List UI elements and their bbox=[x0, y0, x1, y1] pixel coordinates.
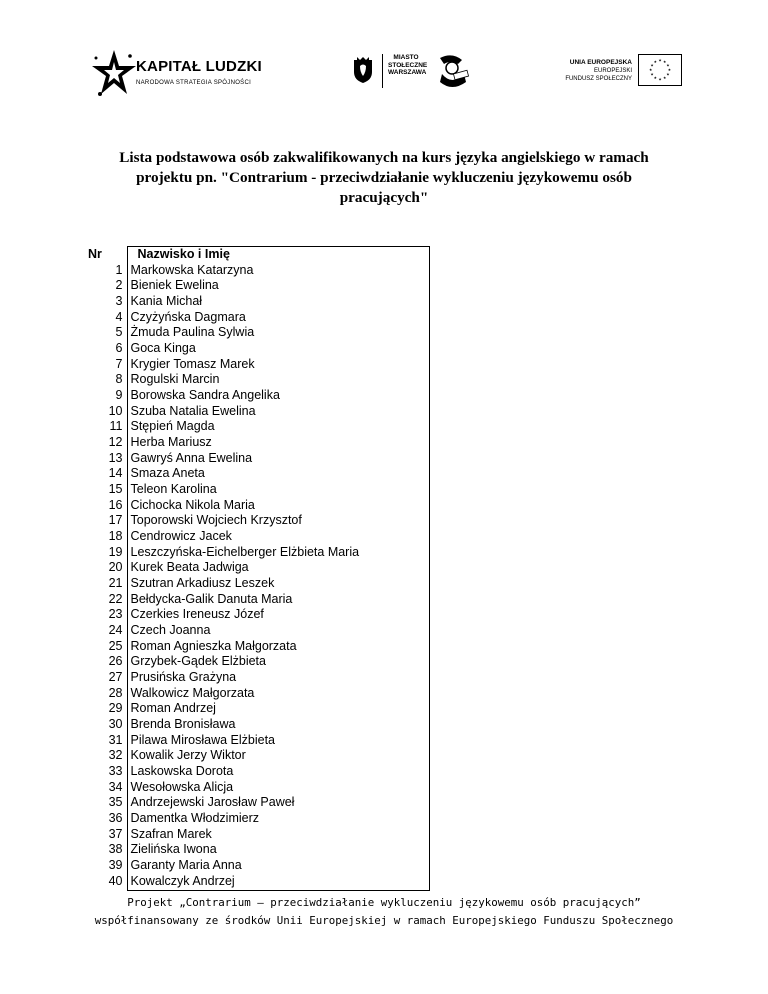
row-number: 3 bbox=[115, 293, 123, 308]
table-row bbox=[86, 419, 430, 435]
row-name: Leszczyńska-Eichelberger Elżbieta Maria bbox=[127, 545, 430, 561]
table-row bbox=[86, 278, 430, 294]
table-row bbox=[86, 717, 430, 733]
row-number: 21 bbox=[108, 576, 123, 591]
header-nr: Nr bbox=[88, 246, 102, 261]
row-name: Czech Joanna bbox=[127, 623, 430, 639]
svg-text:★: ★ bbox=[648, 67, 653, 72]
svg-text:★: ★ bbox=[667, 67, 672, 72]
footer-line-1: Projekt „Contrarium – przeciwdziałanie wykluczeniu językowemu osób pracujących” bbox=[127, 896, 641, 909]
table-row bbox=[86, 466, 430, 482]
table-row bbox=[86, 372, 430, 388]
table-row bbox=[86, 435, 430, 451]
row-number: 10 bbox=[108, 403, 123, 418]
table-row bbox=[86, 686, 430, 702]
row-name: Smaza Aneta bbox=[127, 466, 430, 482]
row-number: 32 bbox=[108, 748, 123, 763]
row-name: Szafran Marek bbox=[127, 827, 430, 843]
row-number: 6 bbox=[115, 340, 123, 355]
row-name: Czerkies Ireneusz Józef bbox=[127, 607, 430, 623]
svg-text:★: ★ bbox=[666, 72, 670, 77]
warszawa-text bbox=[388, 54, 428, 77]
page-footer bbox=[0, 894, 768, 930]
row-name: Borowska Sandra Angelika bbox=[127, 388, 430, 404]
warsaw-crest-icon bbox=[352, 56, 374, 84]
kapital-ludzki-title: KAPITAŁ LUDZKI bbox=[136, 58, 262, 75]
row-number: 23 bbox=[108, 607, 123, 622]
row-number: 15 bbox=[108, 481, 123, 496]
mascot-icon bbox=[432, 52, 472, 90]
table-row bbox=[86, 874, 430, 891]
svg-text:★: ★ bbox=[658, 58, 662, 63]
eu-line-1: EUROPEJSKI bbox=[593, 68, 632, 74]
table-row bbox=[86, 388, 430, 404]
table-row bbox=[86, 498, 430, 514]
title-line-2: projektu pn. "Contrarium - przeciwdziałanie wykluczeniu językowemu osób bbox=[136, 169, 632, 186]
table-row bbox=[86, 670, 430, 686]
svg-text:★: ★ bbox=[663, 59, 667, 64]
participants-table bbox=[86, 246, 430, 891]
svg-text:★: ★ bbox=[650, 63, 654, 68]
row-number: 30 bbox=[108, 717, 123, 732]
row-name: Brenda Bronisława bbox=[127, 717, 430, 733]
row-name: Stępień Magda bbox=[127, 419, 430, 435]
row-number: 24 bbox=[108, 623, 123, 638]
table-row bbox=[86, 310, 430, 326]
table-row bbox=[86, 482, 430, 498]
logo-divider bbox=[382, 54, 383, 88]
row-name: Żmuda Paulina Sylwia bbox=[127, 325, 430, 341]
row-name: Pilawa Mirosława Elżbieta bbox=[127, 733, 430, 749]
row-name: Kania Michał bbox=[127, 294, 430, 310]
table-row bbox=[86, 263, 430, 279]
row-number: 25 bbox=[108, 638, 123, 653]
row-name: Herba Mariusz bbox=[127, 435, 430, 451]
row-name: Walkowicz Małgorzata bbox=[127, 686, 430, 702]
warszawa-line-1: MIASTO bbox=[393, 54, 419, 61]
table-row bbox=[86, 576, 430, 592]
row-number: 13 bbox=[108, 450, 123, 465]
row-number: 22 bbox=[108, 591, 123, 606]
eu-line-2: FUNDUSZ SPOŁECZNY bbox=[565, 76, 632, 82]
row-number: 35 bbox=[108, 795, 123, 810]
table-header-row bbox=[86, 247, 430, 263]
row-name: Prusińska Grażyna bbox=[127, 670, 430, 686]
row-number: 29 bbox=[108, 701, 123, 716]
table-row bbox=[86, 451, 430, 467]
row-name: Garanty Maria Anna bbox=[127, 858, 430, 874]
row-name: Markowska Katarzyna bbox=[127, 263, 430, 279]
row-number: 17 bbox=[108, 513, 123, 528]
row-name: Kowalik Jerzy Wiktor bbox=[127, 748, 430, 764]
row-number: 18 bbox=[108, 529, 123, 543]
table-body bbox=[86, 263, 430, 891]
table-row bbox=[86, 748, 430, 764]
svg-text:★: ★ bbox=[653, 59, 657, 64]
row-name: Teleon Karolina bbox=[127, 482, 430, 498]
table-row bbox=[86, 639, 430, 655]
row-number: 28 bbox=[108, 685, 123, 700]
row-number: 31 bbox=[108, 732, 123, 747]
eu-text bbox=[565, 58, 632, 83]
row-number: 20 bbox=[108, 560, 123, 575]
table-row bbox=[86, 858, 430, 874]
row-number: 26 bbox=[108, 654, 123, 669]
row-number: 39 bbox=[108, 858, 123, 873]
svg-text:★: ★ bbox=[653, 75, 657, 80]
row-name: Damentka Włodzimierz bbox=[127, 811, 430, 827]
row-number: 19 bbox=[108, 544, 123, 559]
row-number: 9 bbox=[115, 387, 123, 402]
table-row bbox=[86, 325, 430, 341]
table-row bbox=[86, 764, 430, 780]
table-row bbox=[86, 592, 430, 608]
row-name: Krygier Tomasz Marek bbox=[127, 357, 430, 373]
row-name: Cendrowicz Jacek bbox=[127, 529, 430, 545]
svg-text:★: ★ bbox=[658, 77, 662, 82]
row-name: Roman Andrzej bbox=[127, 701, 430, 717]
table-row bbox=[86, 357, 430, 373]
row-number: 4 bbox=[115, 309, 123, 324]
warszawa-line-2: STOŁECZNE bbox=[388, 61, 428, 69]
svg-text:★: ★ bbox=[666, 63, 670, 68]
row-name: Zielińska Iwona bbox=[127, 842, 430, 858]
table-row bbox=[86, 513, 430, 529]
kapital-ludzki-logo bbox=[76, 38, 262, 108]
row-name: Szuba Natalia Ewelina bbox=[127, 404, 430, 420]
row-number: 2 bbox=[115, 278, 123, 293]
table-row bbox=[86, 733, 430, 749]
row-number: 38 bbox=[108, 842, 123, 857]
eu-logo bbox=[532, 52, 682, 96]
row-number: 40 bbox=[108, 874, 123, 889]
row-name: Laskowska Dorota bbox=[127, 764, 430, 780]
row-name: Rogulski Marcin bbox=[127, 372, 430, 388]
table-row bbox=[86, 404, 430, 420]
row-name: Gawryś Anna Ewelina bbox=[127, 451, 430, 467]
svg-text:★: ★ bbox=[663, 75, 667, 80]
table-row bbox=[86, 545, 430, 561]
eu-flag-icon bbox=[638, 54, 682, 86]
table-row bbox=[86, 842, 430, 858]
table-row bbox=[86, 341, 430, 357]
kapital-ludzki-subtitle: NARODOWA STRATEGIA SPÓJNOŚCI bbox=[136, 80, 252, 86]
row-number: 11 bbox=[109, 419, 123, 434]
table-row bbox=[86, 811, 430, 827]
table-row bbox=[86, 827, 430, 843]
row-name: Kowalczyk Andrzej bbox=[127, 874, 430, 891]
table-row bbox=[86, 607, 430, 623]
row-name: Bieniek Ewelina bbox=[127, 278, 430, 294]
row-name: Grzybek-Gądek Elżbieta bbox=[127, 654, 430, 670]
row-number: 34 bbox=[108, 779, 123, 794]
table-row bbox=[86, 560, 430, 576]
table-row bbox=[86, 780, 430, 796]
row-name: Bełdycka-Galik Danuta Maria bbox=[127, 592, 430, 608]
warszawa-line-3: WARSZAWA bbox=[388, 69, 427, 76]
row-number: 5 bbox=[115, 325, 123, 340]
row-name: Czyżyńska Dagmara bbox=[127, 310, 430, 326]
svg-text:★: ★ bbox=[650, 72, 654, 77]
row-number: 8 bbox=[115, 372, 123, 387]
footer-line-2: współfinansowany ze środków Unii Europejskiej w ramach Europejskiego Funduszu Społecznego bbox=[94, 914, 674, 927]
row-name: Szutran Arkadiusz Leszek bbox=[127, 576, 430, 592]
table-row bbox=[86, 654, 430, 670]
row-number: 7 bbox=[115, 356, 123, 371]
eu-title: UNIA EUROPEJSKA bbox=[569, 59, 632, 66]
row-number: 1 bbox=[115, 262, 123, 277]
row-number: 12 bbox=[108, 434, 123, 449]
row-number: 37 bbox=[108, 826, 123, 841]
table-row bbox=[86, 529, 430, 545]
document-title bbox=[100, 148, 668, 208]
row-number: 16 bbox=[108, 497, 123, 512]
title-line-1: Lista podstawowa osób zakwalifikowanych na kurs języka angielskiego w ramach bbox=[119, 149, 649, 166]
row-number: 36 bbox=[108, 811, 123, 826]
table-row bbox=[86, 623, 430, 639]
row-name: Wesołowska Alicja bbox=[127, 780, 430, 796]
row-number: 27 bbox=[108, 670, 123, 685]
kapital-ludzki-star-icon bbox=[90, 48, 138, 100]
row-name: Roman Agnieszka Małgorzata bbox=[127, 639, 430, 655]
table-row bbox=[86, 795, 430, 811]
row-name: Andrzejewski Jarosław Paweł bbox=[127, 795, 430, 811]
title-line-3: pracujących" bbox=[339, 189, 429, 206]
warszawa-logo bbox=[348, 50, 478, 100]
row-name: Goca Kinga bbox=[127, 341, 430, 357]
row-name: Cichocka Nikola Maria bbox=[127, 498, 430, 514]
row-number: 33 bbox=[108, 764, 123, 779]
table-row bbox=[86, 294, 430, 310]
table-row bbox=[86, 701, 430, 717]
row-name: Kurek Beata Jadwiga bbox=[127, 560, 430, 576]
header-name: Nazwisko i Imię bbox=[127, 247, 430, 263]
row-name: Toporowski Wojciech Krzysztof bbox=[127, 513, 430, 529]
row-number: 14 bbox=[108, 466, 123, 481]
